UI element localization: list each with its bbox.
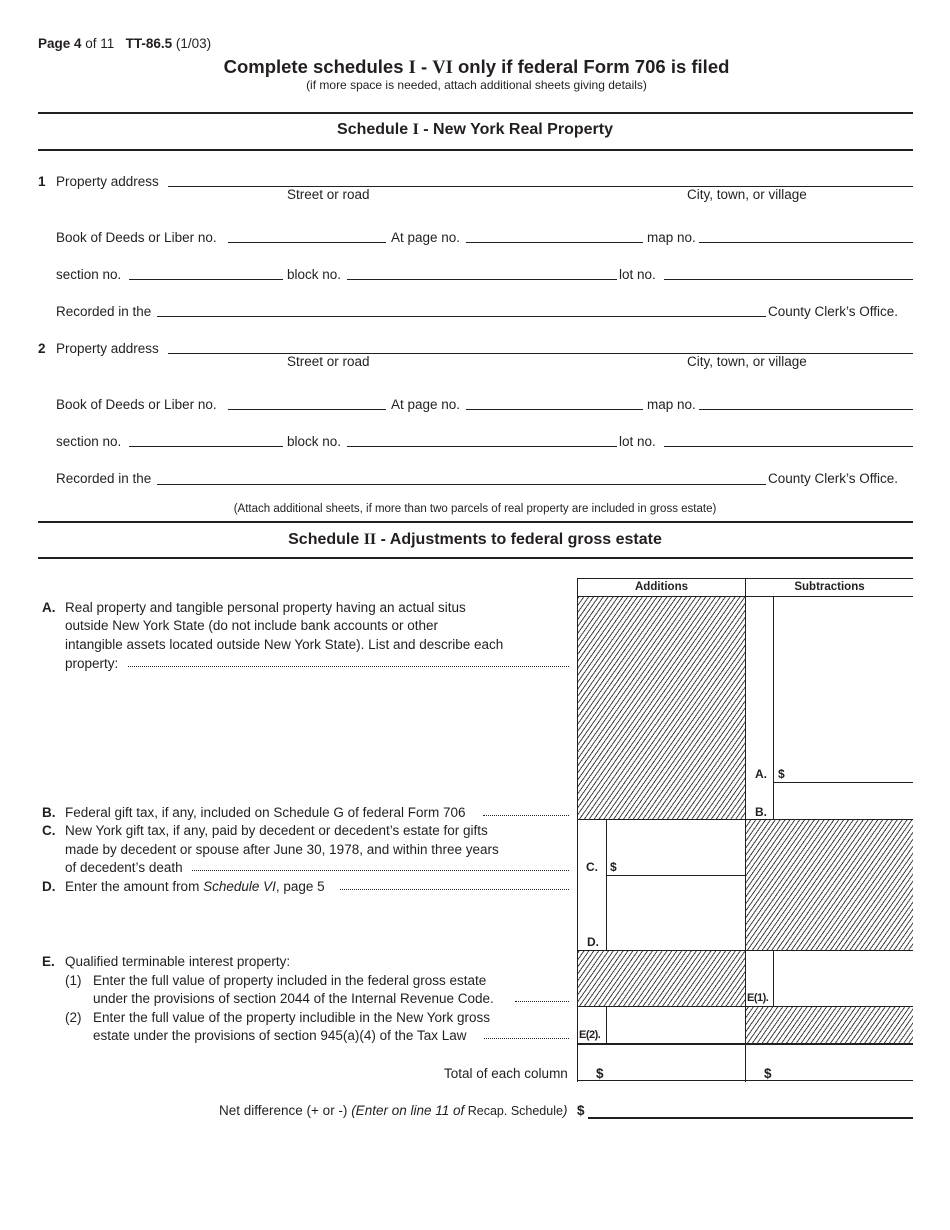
section-no-field[interactable] xyxy=(129,279,283,280)
schedule2-title-a: Schedule xyxy=(288,531,364,548)
page-no-field[interactable] xyxy=(466,409,643,410)
county-clerk-field[interactable] xyxy=(157,316,766,317)
book-of-deeds-field[interactable] xyxy=(228,409,386,410)
section-no-field[interactable] xyxy=(129,446,283,447)
net-difference-dollar: $ xyxy=(577,1103,585,1118)
page-no-field[interactable] xyxy=(466,242,643,243)
leader-dots xyxy=(515,1001,569,1002)
hatched-area xyxy=(578,951,745,1006)
divider xyxy=(38,557,913,559)
schedule1-title-b: - New York Real Property xyxy=(418,121,613,138)
street-label: Street or road xyxy=(287,354,370,369)
total-dollar-additions: $ xyxy=(596,1066,604,1081)
map-no-label: map no. xyxy=(647,397,696,412)
item-a-line3: intangible assets located outside New York State). List and describe each xyxy=(65,637,504,652)
subtraction-e1-input[interactable] xyxy=(774,951,913,1006)
item-c-line1: New York gift tax, if any, paid by decedent or decedent’s estate for gifts xyxy=(65,823,488,838)
box-label-e2: E(2). xyxy=(579,1029,601,1041)
map-no-field[interactable] xyxy=(699,409,913,410)
net-difference-close: ) xyxy=(562,1103,568,1118)
schedule2-title-b: - Adjustments to federal gross estate xyxy=(376,531,662,548)
row-line-total xyxy=(577,1080,913,1081)
block-no-field[interactable] xyxy=(347,446,617,447)
col-header-subtractions: Subtractions xyxy=(794,581,865,593)
col-header-additions: Additions xyxy=(634,581,689,593)
dollar-sign-c: $ xyxy=(610,860,617,874)
book-of-deeds-label: Book of Deeds or Liber no. xyxy=(56,230,217,245)
item-c-line2: made by decedent or spouse after June 30, 1978, and within three years xyxy=(65,842,499,857)
leader-dots xyxy=(128,666,569,667)
net-difference-recap: Recap. Schedule xyxy=(464,1104,563,1118)
page-no-label: At page no. xyxy=(391,397,461,412)
item-e1-number: (1) xyxy=(65,973,82,988)
box-label-b: B. xyxy=(755,805,767,819)
dollar-sign-a: $ xyxy=(778,767,785,781)
book-of-deeds-field[interactable] xyxy=(228,242,386,243)
map-no-label: map no. xyxy=(647,230,696,245)
page-title-part-a: Complete schedules xyxy=(223,56,409,77)
leader-dots xyxy=(484,1038,569,1039)
item-letter-e: E. xyxy=(42,954,55,969)
addition-d-input[interactable] xyxy=(607,876,745,950)
property-address-label: Property address xyxy=(56,341,159,356)
item-letter-d: D. xyxy=(42,879,56,894)
total-label: Total of each column xyxy=(444,1066,568,1081)
block-no-label: block no. xyxy=(287,434,342,449)
county-clerk-label: County Clerk’s Office. xyxy=(768,471,899,486)
leader-dots xyxy=(192,870,569,871)
subtraction-b-input[interactable] xyxy=(774,783,913,819)
box-label-d: D. xyxy=(587,935,599,949)
item-letter-b: B. xyxy=(42,805,56,820)
schedule1-title-a: Schedule xyxy=(337,121,413,138)
leader-dots xyxy=(340,889,569,890)
item-letter-a: A. xyxy=(42,600,56,615)
divider xyxy=(38,112,913,114)
section-no-label: section no. xyxy=(56,434,122,449)
schedule2-title xyxy=(0,531,950,549)
page-number: Page 4 xyxy=(38,36,82,51)
schedule1-title-roman: I xyxy=(412,121,419,138)
book-of-deeds-label: Book of Deeds or Liber no. xyxy=(56,397,217,412)
city-label: City, town, or village xyxy=(687,187,807,202)
page-title-roman-2: VI xyxy=(432,58,453,78)
page-no-label: At page no. xyxy=(391,230,461,245)
total-dollar-subtractions: $ xyxy=(764,1066,772,1081)
total-subtractions-input[interactable] xyxy=(774,1044,913,1080)
page-title-part-b: only if federal Form 706 is filed xyxy=(452,56,730,77)
divider xyxy=(38,521,913,523)
attach-note: (Attach additional sheets, if more than two parcels of real property are included in gross estate) xyxy=(233,503,717,515)
county-clerk-label: County Clerk’s Office. xyxy=(768,304,899,319)
item-e1-line2: under the provisions of section 2044 of the Internal Revenue Code. xyxy=(93,991,494,1006)
recorded-in-label: Recorded in the xyxy=(56,304,152,319)
lot-no-field[interactable] xyxy=(664,279,913,280)
item-e2-line1: Enter the full value of the property includible in the New York gross xyxy=(93,1010,490,1025)
block-no-label: block no. xyxy=(287,267,342,282)
item-e-title: Qualified terminable interest property: xyxy=(65,954,291,969)
item-d-schedule-ref: Schedule VI xyxy=(203,879,276,894)
addition-c-input[interactable] xyxy=(607,820,745,875)
page-total: of 11 xyxy=(81,36,115,51)
item-e2-line2: estate under the provisions of section 945(a)(4) of the Tax Law xyxy=(93,1028,467,1043)
county-clerk-field[interactable] xyxy=(157,484,766,485)
map-no-field[interactable] xyxy=(699,242,913,243)
recorded-in-label: Recorded in the xyxy=(56,471,152,486)
item-d-text-b: , page 5 xyxy=(275,879,325,894)
total-additions-input[interactable] xyxy=(607,1044,745,1080)
net-difference-label xyxy=(219,1103,567,1118)
block-no-field[interactable] xyxy=(347,279,617,280)
item-d-text-a: Enter the amount from xyxy=(65,879,204,894)
box-label-a: A. xyxy=(755,767,767,781)
lot-no-label: lot no. xyxy=(619,434,656,449)
street-label: Street or road xyxy=(287,187,370,202)
form-date: (1/03) xyxy=(172,36,212,51)
hatched-area xyxy=(746,820,913,950)
page-title xyxy=(0,56,950,79)
addition-e2-input[interactable] xyxy=(607,1007,745,1043)
item-a-line2: outside New York State (do not include bank accounts or other xyxy=(65,618,438,633)
item-letter-c: C. xyxy=(42,823,56,838)
item-a-line4: property: xyxy=(65,656,119,671)
section-no-label: section no. xyxy=(56,267,122,282)
item-d-line1 xyxy=(65,879,325,894)
net-difference-text: Net difference (+ or -) xyxy=(219,1103,352,1118)
form-id: TT-86.5 xyxy=(125,36,173,51)
page-indicator xyxy=(38,36,211,51)
item-e1-line1: Enter the full value of property included in the federal gross estate xyxy=(93,973,487,988)
box-label-c: C. xyxy=(586,860,598,874)
page-title-roman-1: I xyxy=(408,58,416,78)
property-number: 1 xyxy=(38,174,46,189)
hatched-area xyxy=(746,1007,913,1043)
page-title-dash: - xyxy=(415,56,433,77)
hatched-area xyxy=(578,597,745,819)
lot-no-label: lot no. xyxy=(619,267,656,282)
item-e2-number: (2) xyxy=(65,1010,82,1025)
net-difference-field[interactable] xyxy=(588,1117,913,1119)
schedule1-title xyxy=(0,121,950,139)
page-subtitle: (if more space is needed, attach additional sheets giving details) xyxy=(306,78,647,92)
subtraction-a-input[interactable] xyxy=(774,597,913,782)
net-difference-instruction: (Enter on line 11 of xyxy=(351,1103,465,1118)
box-label-e1: E(1). xyxy=(747,992,769,1004)
divider xyxy=(38,149,913,151)
leader-dots xyxy=(483,815,569,816)
lot-no-field[interactable] xyxy=(664,446,913,447)
property-number: 2 xyxy=(38,341,46,356)
item-a-line1: Real property and tangible personal property having an actual situs xyxy=(65,600,466,615)
schedule2-title-roman: II xyxy=(363,531,377,548)
item-b-line1: Federal gift tax, if any, included on Schedule G of federal Form 706 xyxy=(65,805,466,820)
city-label: City, town, or village xyxy=(687,354,807,369)
property-address-label: Property address xyxy=(56,174,159,189)
item-c-line3: of decedent’s death xyxy=(65,860,183,875)
